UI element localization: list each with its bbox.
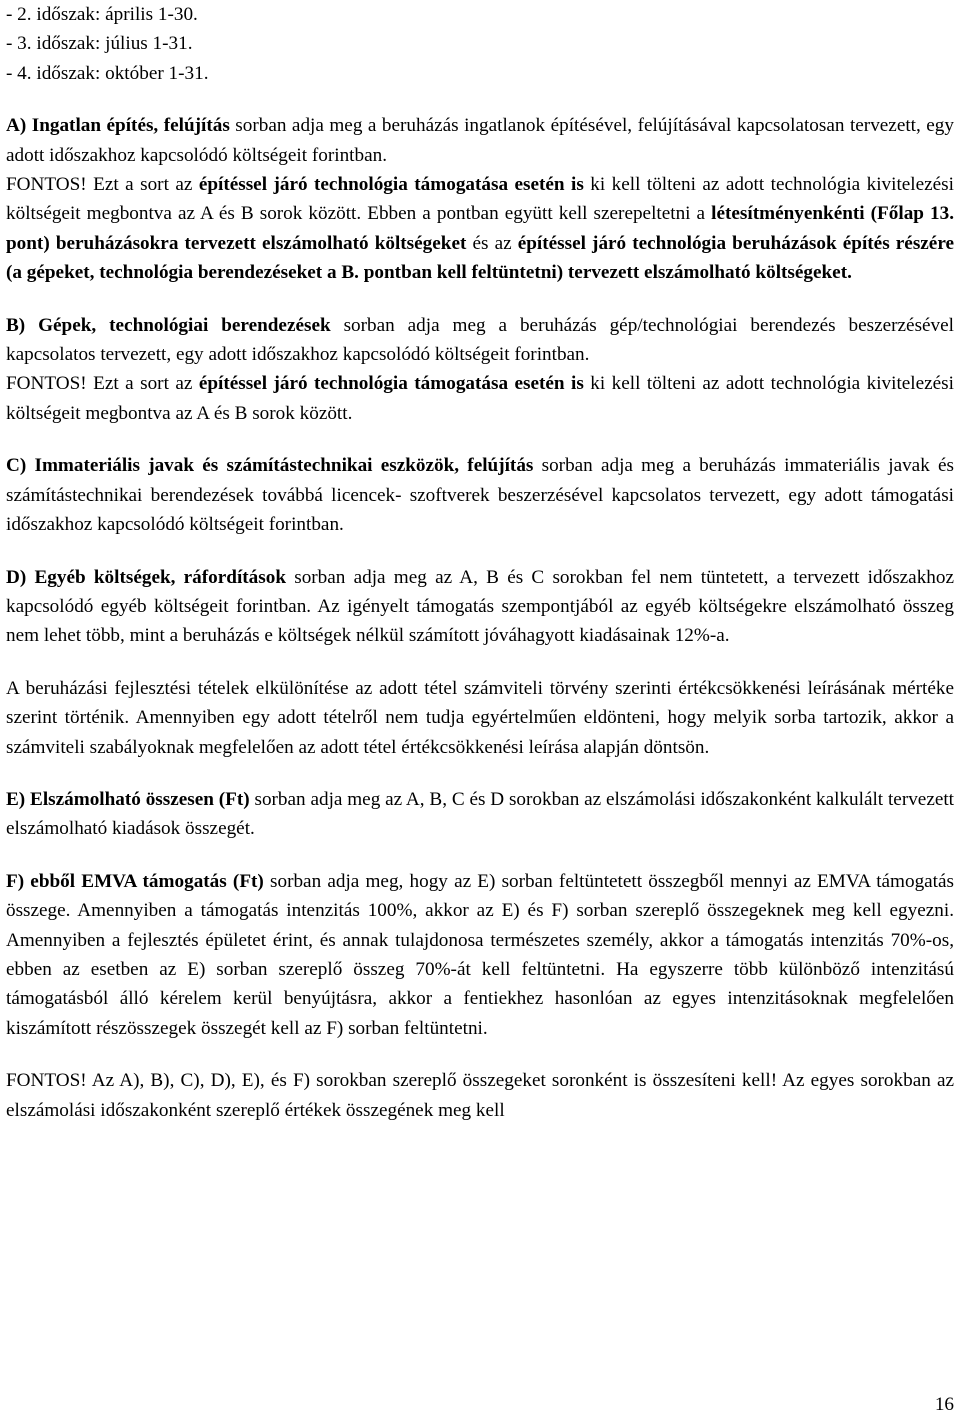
section-c-heading: C) Immateriális javak és számítástechnikai eszközök, felújítás	[6, 455, 534, 477]
period-list	[6, 0, 954, 88]
section-a-text: ki kell tölteni az adott technológia kivitelezési költségeit megbontva az A és B sorok között. Ebben a pontban együtt kell szerepeltetni a	[6, 174, 954, 225]
period-item: - 4. időszak: október 1-31.	[6, 62, 209, 84]
section-e-text: sorban adja meg az A, B, C és D sorokban az elszámolási időszakonként kalkulált tervezett elszámolható kiadások összegét.	[6, 788, 955, 840]
section-f	[6, 867, 954, 1043]
section-b-text: ki kell tölteni az adott technológia kivitelezési költségeit megbontva az A és B sorok között.	[6, 373, 954, 424]
section-a-text: Ezt a sort az	[86, 174, 199, 196]
period-item: - 2. időszak: április 1-30.	[6, 4, 198, 25]
page-number: 16	[934, 1394, 954, 1415]
section-a-heading: A) Ingatlan építés, felújítás	[6, 115, 230, 137]
section-d-heading: D) Egyéb költségek, ráfordítások	[6, 566, 286, 588]
section-a-text: és az	[466, 232, 518, 254]
section-a-bold: építéssel járó technológia támogatása esetén is	[198, 174, 584, 196]
fontos-label: FONTOS!	[6, 1070, 87, 1092]
final-note	[6, 1066, 954, 1125]
final-note-text: Az A), B), C), D), E), és F) sorokban szereplő összegeket soronként is összesíteni kell! Az egyes sorokban az elszámolási időszakonként szereplő értékek összegének meg kell	[6, 1070, 954, 1121]
separation-paragraph: A beruházási fejlesztési tételek elkülönítése az adott tétel számviteli törvény szerinti értékcsökkenési leírásának mértéke szerint történik. Amennyiben egy adott tételről nem tudja egyértelműen eldönteni, hogy melyik sorba tartozik, akkor a számviteli szabályoknak megfelelően az adott tétel értékcsökkenési leírása alapján döntsön.	[6, 677, 954, 758]
section-d-text: sorban adja meg az A, B és C sorokban fel nem tüntetett, a tervezett időszakhoz kapcsolódó egyéb költségeit forintban. Az igényelt támogatás szempontjából az egyéb költségekre elszámolható összeg nem lehet több, mint a beruházás e költségek nélkül számított jóváhagyott kiadásainak 12%-a.	[6, 566, 954, 647]
section-a-bold: létesítményenkénti (Főlap 13. pont) beruházásokra tervezett elszámolható költségeket	[6, 203, 954, 254]
section-b	[6, 311, 954, 429]
section-f-text: sorban adja meg, hogy az E) sorban feltüntetett összegből mennyi az EMVA támogatás összege. Amennyiben a támogatás intenzitás 100%, akkor az E) és F) sorban szereplő összegeknek meg kell egyezni. Amennyiben a fejlesztés épületet érint, és annak tulajdonosa természetes személy, akkor a támogatás intenzitás 70%-os, ebben az esetben az E) sorban szereplő összeg 70%-át kell feltüntetni. Ha egyszerre több különböző intenzitású támogatásból álló kérelem kerül benyújtásra, akkor a fentiekhez hasonlóan az egyes intenzitásoknak megfelelően kiszámított részösszegek összegét kell az F) sorban feltüntetni.	[6, 870, 954, 1039]
section-e	[6, 785, 954, 844]
section-b-bold: építéssel járó technológia támogatása esetén is	[198, 373, 584, 395]
section-b-heading: B) Gépek, technológiai berendezések	[6, 314, 331, 336]
section-b-text: sorban adja meg a beruházás gép/technológiai berendezés beszerzésével kapcsolatos tervezett, egy adott időszakhoz kapcsolódó költségeit forintban.	[6, 314, 955, 366]
section-d	[6, 563, 954, 651]
section-b-text: Ezt a sort az	[86, 373, 199, 395]
section-a-text: sorban adja meg a beruházás ingatlanok építésével, felújításával kapcsolatosan tervezett, egy adott időszakhoz kapcsolódó költségeit forintban.	[6, 115, 954, 166]
section-c-text: sorban adja meg a beruházás immateriális javak és számítástechnikai berendezések továbbá licencek- szoftverek beszerzésével kapcsolatos tervezett, egy adott támogatási időszakhoz kapcsolódó költségeit forintban.	[6, 455, 955, 536]
section-e-heading: E) Elszámolható összesen (Ft)	[6, 788, 250, 810]
document-page	[6, 0, 954, 1125]
section-a-bold: építéssel járó technológia beruházások építés részére (a gépeket, technológia berendezéseket a B. pontban kell feltüntetni) tervezett elszámolható költségeket.	[6, 232, 954, 284]
fontos-label: FONTOS!	[6, 373, 87, 395]
fontos-label: FONTOS!	[6, 174, 87, 196]
period-item: - 3. időszak: július 1-31.	[6, 33, 193, 55]
section-c	[6, 451, 954, 539]
section-a	[6, 111, 954, 287]
section-f-heading: F) ebből EMVA támogatás (Ft)	[6, 870, 264, 892]
